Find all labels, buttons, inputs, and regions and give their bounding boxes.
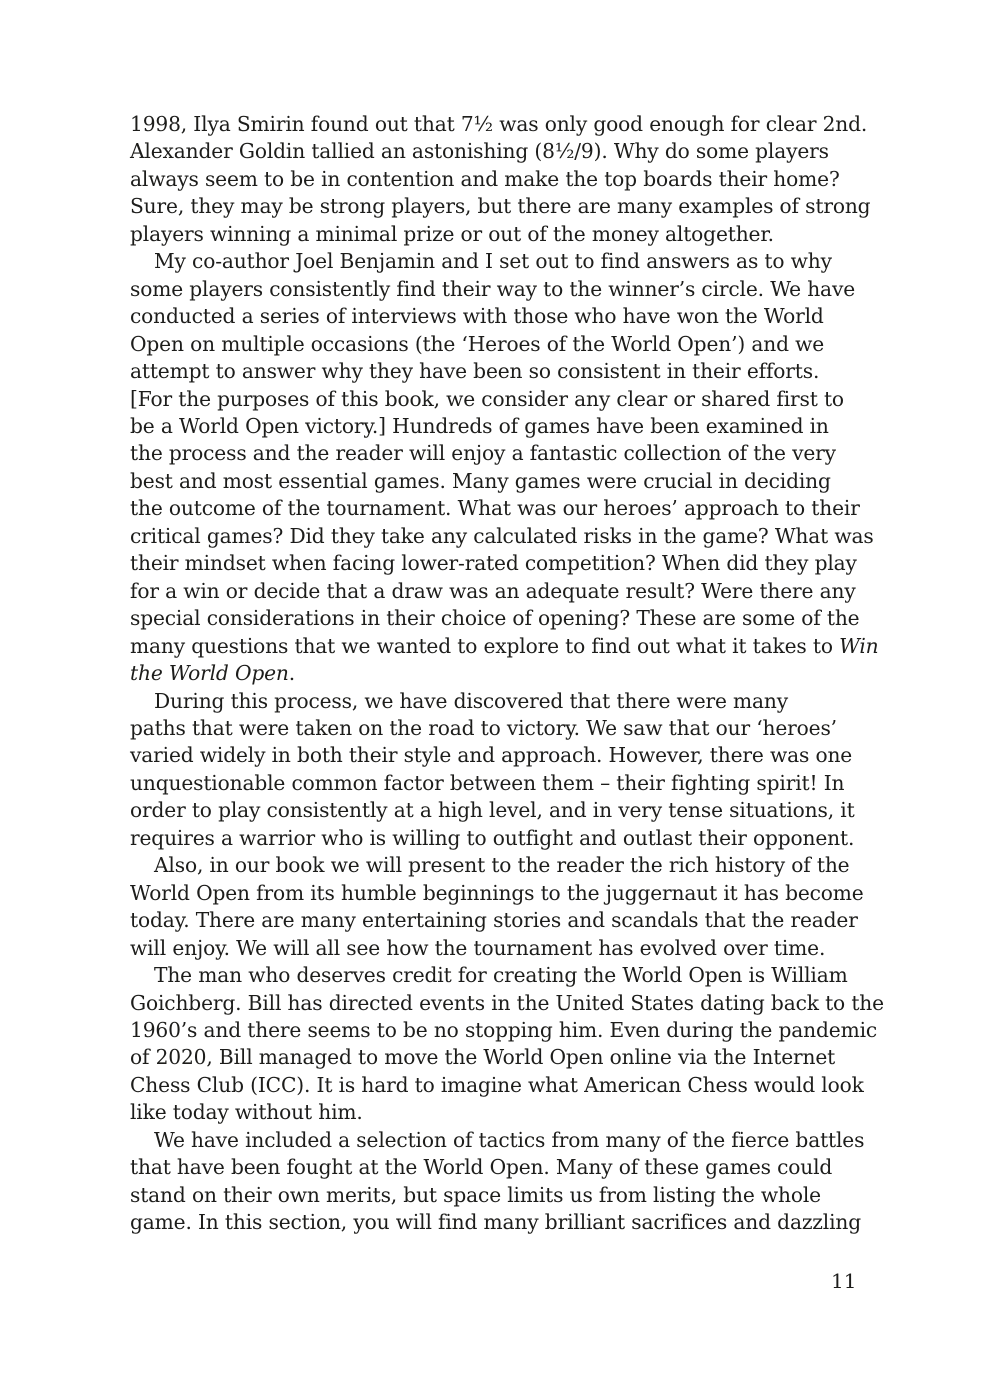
text-line: always seem to be in contention and make the top boards their home? — [130, 166, 840, 191]
text-line: Chess Club (ICC). It is hard to imagine what American Chess would look — [130, 1072, 864, 1097]
text-line: 1998, Ilya Smirin found out that 7½ was only good enough for clear 2nd. — [130, 112, 868, 136]
text-line: attempt to answer why they have been so consistent in their efforts. — [130, 359, 820, 384]
text-line: Goichberg. Bill has directed events in the United States dating back to the — [130, 990, 884, 1015]
text-line: will enjoy. We will all see how the tournament has evolved over time. — [130, 935, 826, 960]
book-title-italic: the World Open — [130, 661, 289, 686]
text-line: We have included a selection of tactics from many of the fierce battles — [154, 1127, 865, 1152]
text-line: stand on their own merits, but space limits us from listing the whole — [130, 1182, 821, 1207]
text-line-suffix: . — [288, 661, 296, 686]
text-line: requires a warrior who is willing to outfight and outlast their opponent. — [130, 825, 855, 850]
text-line: that have been fought at the World Open. Many of these games could — [130, 1155, 833, 1180]
text-line — [130, 660, 865, 687]
text-line: critical games? Did they take any calculated risks in the game? What was — [130, 523, 874, 548]
text-line: the process and the reader will enjoy a fantastic collection of the very — [130, 441, 836, 466]
text-line: 1960’s and there seems to be no stopping him. Even during the pandemic — [130, 1017, 878, 1042]
body-text — [130, 111, 884, 1237]
text-line: like today without him. — [130, 1100, 363, 1125]
paragraph-3 — [130, 688, 865, 853]
text-line: of 2020, Bill managed to move the World Open online via the Internet — [130, 1045, 836, 1070]
text-line: the outcome of the tournament. What was our heroes’ approach to their — [130, 496, 860, 521]
book-title-italic: Win — [839, 633, 879, 658]
text-line: special considerations in their choice of opening? These are some of the — [130, 606, 860, 631]
text-line: be a World Open victory.] Hundreds of games have been examined in — [130, 413, 829, 438]
text-line: unquestionable common factor between them – their fighting spirit! In — [130, 770, 845, 795]
text-line: conducted a series of interviews with those who have won the World — [130, 304, 824, 329]
text-line: Open on multiple occasions (the ‘Heroes of the World Open’) and we — [130, 331, 825, 356]
text-line: Also, in our book we will present to the reader the rich history of the — [154, 853, 850, 878]
text-line: During this process, we have discovered that there were many — [154, 688, 789, 713]
paragraph-6 — [130, 1127, 865, 1237]
text-line: Alexander Goldin tallied an astonishing (8½/9). Why do some players — [130, 139, 829, 164]
text-line: game. In this section, you will find many brilliant sacrifices and dazzling — [130, 1210, 862, 1235]
text-line — [130, 633, 879, 660]
text-line: best and most essential games. Many games were crucial in deciding — [130, 468, 831, 493]
text-line: The man who deserves credit for creating the World Open is William — [154, 963, 848, 988]
text-line: varied widely in both their style and approach. However, there was one — [130, 743, 853, 768]
text-line: for a win or decide that a draw was an adequate result? Were there any — [130, 578, 856, 603]
text-line: order to play consistently at a high level, and in very tense situations, it — [130, 798, 855, 823]
text-line: players winning a minimal prize or out of the money altogether. — [130, 221, 774, 246]
text-line: My co-author Joel Benjamin and I set out to find answers as to why — [154, 249, 832, 274]
text-line: World Open from its humble beginnings to the juggernaut it has become — [130, 880, 864, 905]
page-number: 11 — [831, 1269, 857, 1293]
paragraph-1 — [130, 111, 871, 248]
text-line-content: many questions that we wanted to explore to find out what it takes to — [130, 633, 833, 658]
text-line: some players consistently find their way to the winner’s circle. We have — [130, 276, 855, 301]
paragraph-2 — [130, 248, 879, 687]
text-line: [For the purposes of this book, we consider any clear or shared first to — [130, 386, 844, 411]
text-line: paths that were taken on the road to victory. We saw that our ‘heroes’ — [130, 715, 837, 740]
text-line: their mindset when facing lower-rated competition? When did they play — [130, 551, 857, 576]
paragraph-4 — [130, 852, 865, 962]
text-line: today. There are many entertaining stories and scandals that the reader — [130, 908, 858, 933]
text-line: Sure, they may be strong players, but there are many examples of strong — [130, 194, 871, 219]
paragraph-5 — [130, 962, 884, 1127]
